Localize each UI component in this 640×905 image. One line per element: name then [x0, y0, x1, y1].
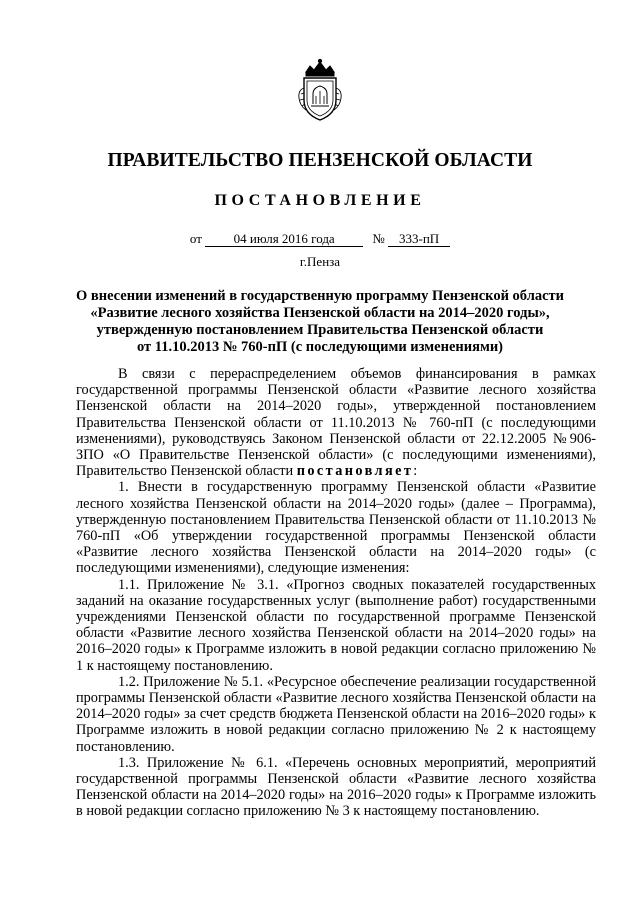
resolves-word: постановляет	[296, 463, 414, 480]
decree-date-number-line	[0, 231, 640, 247]
resolves-colon: :	[413, 463, 418, 480]
item-paragraph: 1.2. Приложение № 5.1. «Ресурсное обеспечение реализации государственной программы Пензенской области «Развитие лесного хозяйства Пензенской области на 2014–2020 годы» за счет средств бюджета Пензенской области на 2016–2020 годы» к Программе изложить в новой редакции согласно приложению № 2 к настоящему постановлению.	[76, 673, 596, 755]
item-paragraph: 1.1. Приложение № 3.1. «Прогноз сводных показателей государственных заданий на оказание государственных услуг (выполнение работ) государственными учреждениями Пензенской области по государственной программе Пензенской области «Развитие лесного хозяйства Пензенской области на 2014–2020 годы» на 2016–2020 годы» к Программе изложить в новой редакции согласно приложению № 1 к настоящему постановлению.	[76, 576, 596, 674]
date-prefix: от	[189, 231, 202, 246]
decree-subject	[60, 288, 580, 356]
subject-line: от 11.10.2013 № 760-пП (с последующими изменениями)	[136, 339, 504, 355]
government-title: ПРАВИТЕЛЬСТВО ПЕНЗЕНСКОЙ ОБЛАСТИ	[107, 150, 533, 171]
coat-of-arms-icon	[296, 58, 344, 122]
preamble-paragraph	[76, 366, 596, 479]
subject-line: О внесении изменений в государственную программу Пензенской области	[75, 288, 564, 304]
preamble-text: В связи с перераспределением объемов финансирования в рамках государственной программы Пензенской области «Развитие лесного хозяйства Пензенской области на 2014–2020 годы», утвержденной постановлением Правительства Пензенской области от 11.10.2013 № 760-пП (с последующими изменениями), руководствуясь Законом Пензенской области от 22.12.2005 №906-ЗПО «О Правительстве Пензенской области» (с последующими изменениями), Правительство Пензенской области	[76, 366, 596, 480]
subject-line: «Развитие лесного хозяйства Пензенской области на 2014–2020 годы»,	[90, 305, 550, 321]
item-paragraph: 1.3. Приложение № 6.1. «Перечень основных мероприятий, мероприятий государственной программы Пензенской области «Развитие лесного хозяйства Пензенской области на 2014–2020 годы» на 2016–2020 годы» к Программе изложить в новой редакции согласно приложению № 3 к настоящему постановлению.	[76, 754, 596, 820]
item-paragraph: 1. Внести в государственную программу Пензенской области «Развитие лесного хозяйства Пензенской области на 2014–2020 годы» (далее – Программа), утвержденную постановлением Правительства Пензенской области от 11.10.2013 № 760-пП «Об утверждении государственной программы Пензенской области «Развитие лесного хозяйства Пензенской области на 2014–2020 годы» (с последующими изменениями), следующие изменения:	[76, 479, 596, 577]
number-prefix: №	[372, 231, 385, 246]
subject-line: утвержденную постановлением Правительства Пензенской области	[96, 322, 544, 338]
decree-body	[76, 366, 596, 820]
city: г.Пенза	[299, 254, 341, 269]
decree-title: ПОСТАНОВЛЕНИЕ	[214, 192, 426, 209]
decree-number: 333-пП	[388, 232, 450, 247]
decree-date: 04 июля 2016 года	[205, 232, 363, 247]
